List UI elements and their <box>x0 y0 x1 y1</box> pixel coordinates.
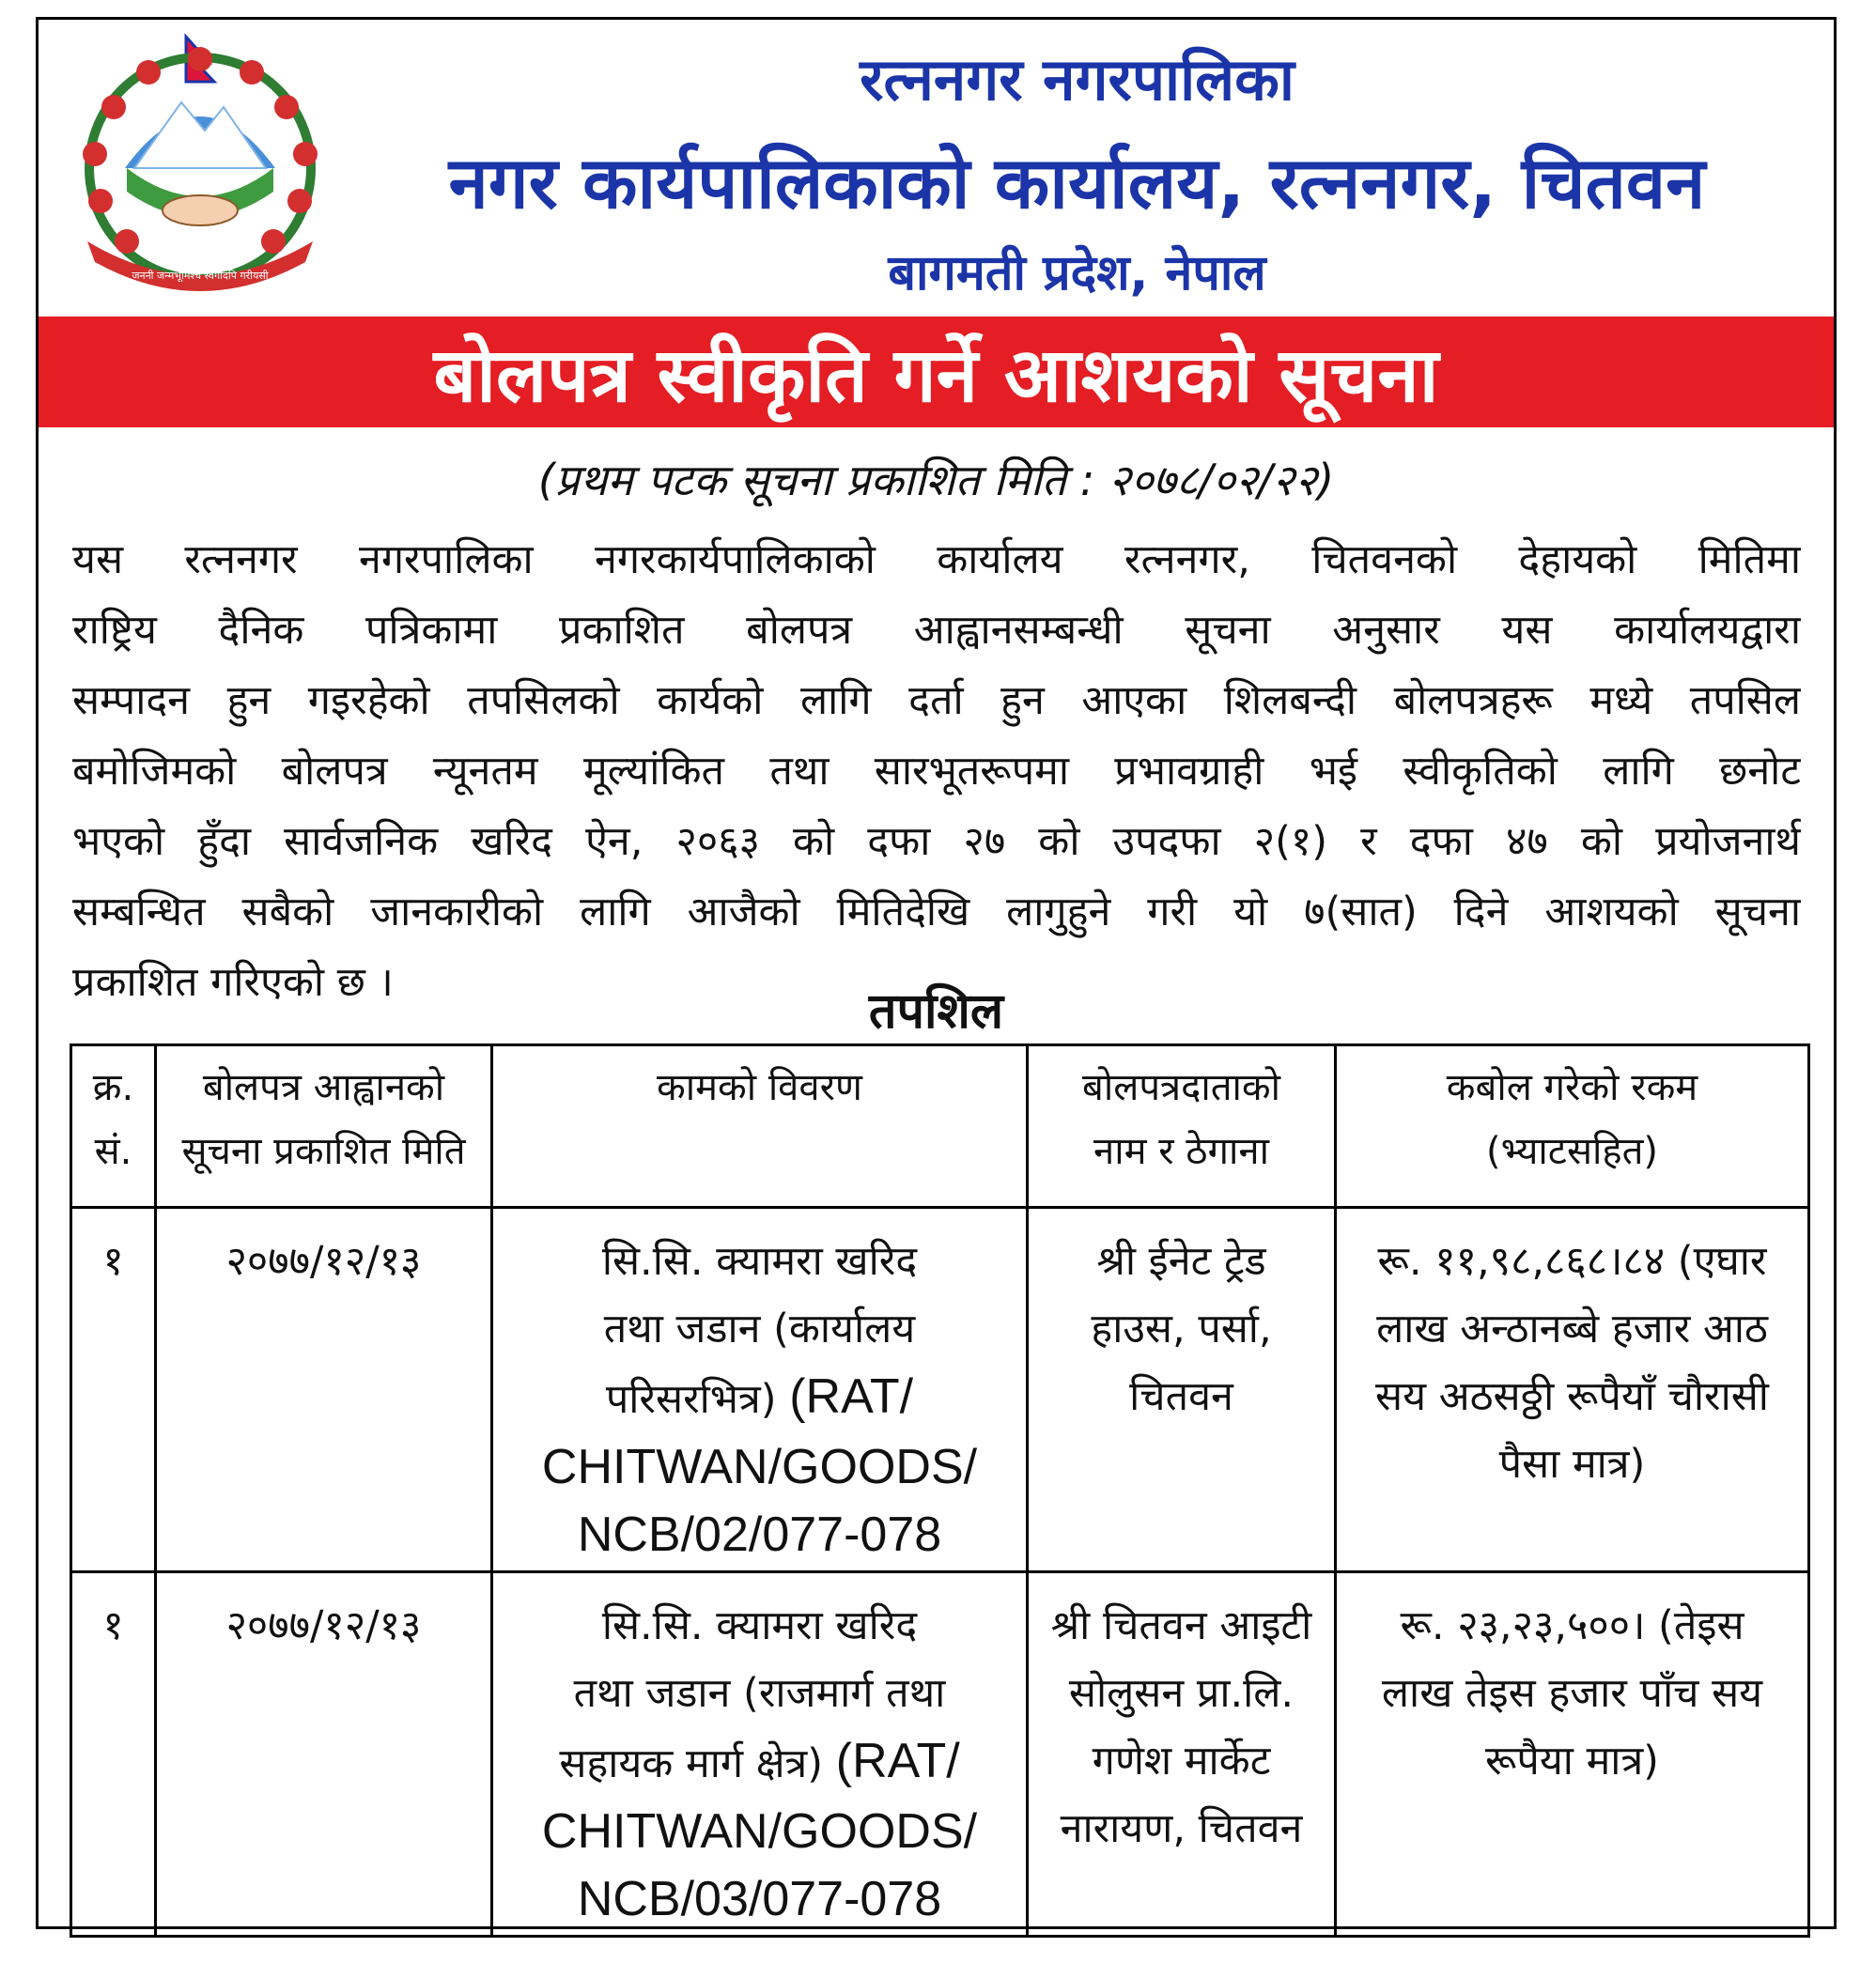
header-bidder: बोलपत्रदाताको नाम र ठेगाना <box>1028 1045 1336 1208</box>
notice-frame <box>36 17 1837 1929</box>
table-row <box>71 1572 1809 1937</box>
notice-header <box>39 20 1834 317</box>
header-publish-date: बोलपत्र आह्वानको सूचना प्रकाशित मिति <box>156 1045 492 1208</box>
body-line: सम्बन्धित सबैको जानकारीको लागि आजैको मितिदेखि लागुहुने गरी यो ७(सात) दिने आशयको सूचना <box>72 889 1801 935</box>
body-line: भएको हुँदा सार्वजनिक खरिद ऐन, २०६३ को दफा २७ को उपदफा २(१) र दफा ४७ को प्रयोजनार्थ <box>72 818 1801 865</box>
cell-date: २०७७/१२/१३ <box>156 1208 492 1572</box>
notice-title-banner <box>39 317 1834 427</box>
table-heading: तपशिल <box>868 983 1004 1040</box>
cell-bidder: श्री चितवन आइटी सोलुसन प्रा.लि. गणेश मार्केट नारायण, चितवन <box>1028 1572 1336 1937</box>
table-row <box>71 1208 1809 1572</box>
body-line: प्रकाशित गरिएको छ । <box>72 959 394 1006</box>
cell-bidder: श्री ईनेट ट्रेड हाउस, पर्सा, चितवन <box>1028 1208 1336 1572</box>
publish-date: (प्रथम पटक सूचना प्रकाशित मिति : २०७८/०२/२२) <box>537 455 1335 505</box>
notice-body <box>72 525 1801 1018</box>
body-line: सम्पादन हुन गइरहेको तपसिलको कार्यको लागि दर्ता हुन आएका शिलबन्दी बोलपत्रहरू मध्ये तपसिल <box>72 677 1801 724</box>
bid-table <box>70 1043 1810 1938</box>
notice-title: बोलपत्र स्वीकृति गर्ने आशयको सूचना <box>433 331 1439 419</box>
header-work-description: कामको विवरण <box>492 1045 1028 1208</box>
body-line: राष्ट्रिय दैनिक पत्रिकामा प्रकाशित बोलपत्र आह्वानसम्बन्धी सूचना अनुसार यस कार्यालयद्वारा <box>72 607 1801 654</box>
cell-date: २०७७/१२/१३ <box>156 1572 492 1937</box>
table-header-row <box>71 1045 1809 1208</box>
municipality-name: रत्ननगर नगरपालिका <box>860 45 1295 114</box>
cell-sn: १ <box>71 1208 156 1572</box>
body-line: यस रत्ननगर नगरपालिका नगरकार्यपालिकाको कार्यालय रत्ननगर, चितवनको देहायको मितिमा <box>72 536 1801 583</box>
body-line: बमोजिमको बोलपत्र न्यूनतम मूल्यांकित तथा सारभूतरूपमा प्रभावग्राही भई स्वीकृतिको लागि छनोट <box>72 748 1801 795</box>
cell-sn: १ <box>71 1572 156 1937</box>
province-name: बागमती प्रदेश, नेपाल <box>888 245 1266 301</box>
header-sn: क्र. सं. <box>71 1045 156 1208</box>
cell-amount: रू. २३,२३,५००। (तेइस लाख तेइस हजार पाँच सय रूपैया मात्र) <box>1336 1572 1809 1937</box>
nepal-emblem-icon <box>59 27 341 300</box>
office-name: नगर कार्यपालिकाको कार्यालय, रत्ननगर, चितवन <box>448 141 1706 224</box>
header-amount: कबोल गरेको रकम (भ्याटसहित) <box>1336 1045 1809 1208</box>
cell-amount: रू. ११,९८,८६८।८४ (एघार लाख अन्ठानब्बे हजार आठ सय अठसठ्ठी रूपैयाँ चौरासी पैसा मात्र) <box>1336 1208 1809 1572</box>
cell-work: सि.सि. क्यामरा खरिद तथा जडान (कार्यालय परिसरभित्र) (RAT/ CHITWAN/GOODS/ NCB/02/077-078 <box>492 1208 1028 1572</box>
cell-work: सि.सि. क्यामरा खरिद तथा जडान (राजमार्ग तथा सहायक मार्ग क्षेत्र) (RAT/ CHITWAN/GOODS/ NCB/03/077-078 <box>492 1572 1028 1937</box>
svg-text:जननी जन्मभूमिश्च स्वर्गादपि गर: जननी जन्मभूमिश्च स्वर्गादपि गरीयसी <box>132 270 269 282</box>
